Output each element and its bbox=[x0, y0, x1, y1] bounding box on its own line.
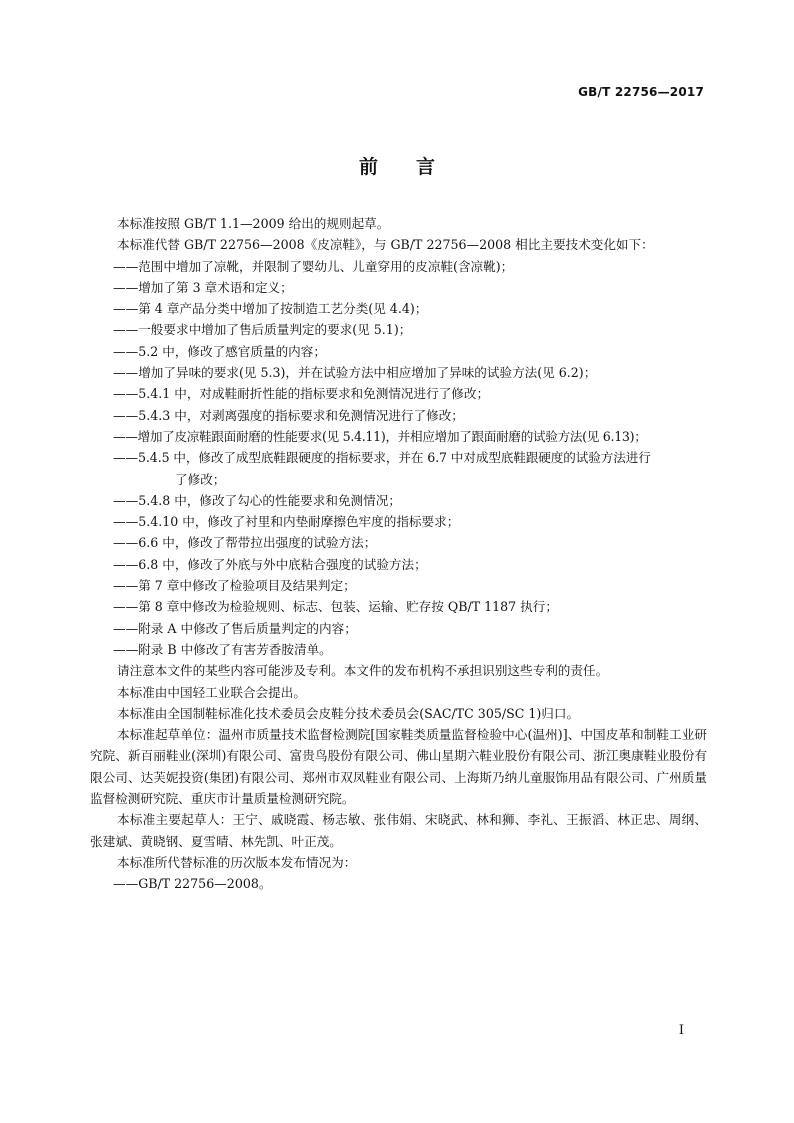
title-char-2: 言 bbox=[416, 156, 436, 178]
change-item: ——范围中增加了凉靴，并限制了婴幼儿、儿童穿用的皮凉鞋(含凉靴)； bbox=[113, 258, 514, 274]
change-item: ——一般要求中增加了售后质量判定的要求(见 5.1)； bbox=[113, 322, 412, 338]
foreword-body bbox=[90, 213, 707, 895]
change-item: ——第 7 章中修改了检验项目及结果判定； bbox=[113, 578, 356, 594]
change-item: ——附录 A 中修改了售后质量判定的内容； bbox=[113, 620, 357, 636]
change-item: ——5.4.5 中，修改了成型底鞋跟硬度的指标要求，并在 6.7 中对成型底鞋跟硬度的试验方法进行 bbox=[113, 450, 651, 466]
paragraph-drafting-rules: 本标准按照 GB/T 1.1—2009 给出的规则起草。 bbox=[117, 216, 390, 231]
paragraph-centralized-by: 本标准由全国制鞋标准化技术委员会皮鞋分技术委员会(SAC/TC 305/SC 1)归口。 bbox=[117, 705, 580, 721]
paragraph-previous-editions: 本标准所代替标准的历次版本发布情况为： bbox=[117, 854, 357, 870]
page-folio: I bbox=[678, 1023, 684, 1038]
change-item: ——第 8 章中修改为检验规则、标志、包装、运输、贮存按 QB/T 1187 执行； bbox=[113, 599, 558, 615]
paragraph-replaces: 本标准代替 GB/T 22756—2008《皮凉鞋》，与 GB/T 22756—2008 相比主要技术变化如下： bbox=[117, 237, 654, 253]
change-item: ——增加了异味的要求(见 5.3)，并在试验方法中相应增加了异味的试验方法(见 6.2)； bbox=[113, 365, 597, 381]
change-item: ——5.2 中，修改了感官质量的内容； bbox=[113, 343, 326, 359]
paragraph-drafting-units: 本标准起草单位：温州市质量技术监督检测院[国家鞋类质量监督检验中心(温州)]、中国皮革和制鞋工业研究院、新百丽鞋业(深圳)有限公司、富贵鸟股份有限公司、佛山星期六鞋业股份有限公司、浙江奥康鞋业股份有限公司、达芙妮投资(集团)有限公司、郑州市双凤鞋业有限公司、上海斯乃纳儿童服饰用品有限公司、广州质量监督检测研究院、重庆市计量质量检测研究院。 bbox=[90, 727, 707, 807]
paragraph-patent-notice: 请注意本文件的某些内容可能涉及专利。本文件的发布机构不承担识别这些专利的责任。 bbox=[117, 663, 609, 679]
standard-number: GB/T 22756—2017 bbox=[578, 85, 704, 99]
change-item: ——5.4.8 中，修改了勾心的性能要求和免测情况； bbox=[113, 492, 401, 508]
change-item: ——6.8 中，修改了外底与外中底粘合强度的试验方法； bbox=[113, 556, 427, 572]
paragraph-proposed-by: 本标准由中国轻工业联合会提出。 bbox=[117, 684, 306, 700]
change-item-continuation: 了修改； bbox=[175, 471, 226, 487]
change-item: ——增加了第 3 章术语和定义； bbox=[113, 279, 293, 295]
change-item: ——5.4.10 中，修改了衬里和内垫耐摩擦色牢度的指标要求； bbox=[113, 514, 460, 530]
change-item: ——增加了皮凉鞋跟面耐磨的性能要求(见 5.4.11)，并相应增加了跟面耐磨的试验方法(见 6.13)； bbox=[113, 428, 647, 444]
previous-edition-item: ——GB/T 22756—2008。 bbox=[113, 876, 272, 892]
change-item: ——6.6 中，修改了帮带拉出强度的试验方法； bbox=[113, 535, 377, 551]
change-item: ——附录 B 中修改了有害芳香胺清单。 bbox=[113, 641, 332, 657]
title-char-1: 前 bbox=[358, 156, 378, 178]
change-item: ——5.4.3 中，对剥离强度的指标要求和免测情况进行了修改； bbox=[113, 407, 464, 423]
change-item: ——5.4.1 中，对成鞋耐折性能的指标要求和免测情况进行了修改； bbox=[113, 386, 490, 402]
change-item: ——第 4 章产品分类中增加了按制造工艺分类(见 4.4)； bbox=[113, 301, 428, 317]
page-title bbox=[0, 152, 794, 179]
paragraph-main-drafters: 本标准主要起草人：王宁、戚晓霞、杨志敏、张伟娟、宋晓武、林和狮、李礼、王振滔、林正忠、周纲、张建斌、黄晓钢、夏雪晴、林先凯、叶正茂。 bbox=[90, 812, 707, 849]
